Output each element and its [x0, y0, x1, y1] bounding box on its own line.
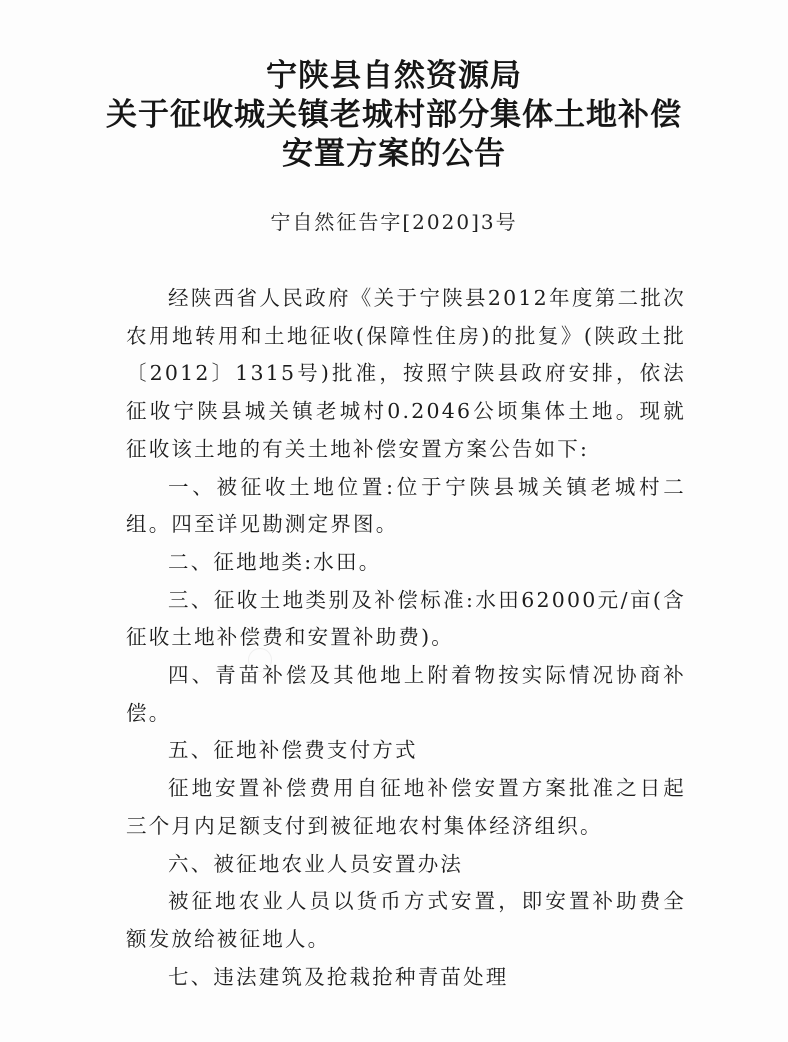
item-3-compensation-standard: 三、征收土地类别及补偿标准:水田62000元/亩(含征收土地补偿费和安置补助费)。: [126, 587, 686, 650]
item-6-text: 被征地农业人员以货币方式安置，即安置补助费全额发放给被征地人。: [126, 889, 686, 951]
item-4-crop-compensation: 四、青苗补偿及其他地上附着物按实际情况协商补偿。: [126, 663, 686, 725]
title-line-3: 安置方案的公告: [282, 136, 506, 172]
item-7-heading: 七、违法建筑及抢栽抢种青苗处理: [168, 964, 509, 989]
item-5-heading: 五、征地补偿费支付方式: [168, 738, 418, 763]
item-1-location: 一、被征收土地位置:位于宁陕县城关镇老城村二组。四至详见勘测定界图。: [126, 474, 686, 537]
item-6-heading: 六、被征地农业人员安置办法: [168, 851, 464, 876]
title-line-1: 宁陕县自然资源局: [266, 58, 522, 94]
intro-paragraph: 经陕西省人民政府《关于宁陕县2012年度第二批次农用地转用和土地征收(保障性住房)的批复》(陕政土批〔2012〕1315号)批准，按照宁陕县政府安排，依法征收宁陕县城关镇老城村0.2046公顷集体土地。现就征收该土地的有关土地补偿安置方案公告如下:: [126, 286, 686, 461]
item-5-text: 征地安置补偿费用自征地补偿安置方案批准之日起三个月内足额支付到被征地农村集体经济组织。: [126, 776, 686, 838]
document-number: 宁自然征告字[2020]3号: [270, 210, 518, 234]
item-2-land-type: 二、征地地类:水田。: [168, 549, 382, 574]
title-line-2: 关于征收城关镇老城村部分集体土地补偿: [106, 97, 682, 133]
scan-artifact: [248, 648, 272, 672]
document-body: [126, 280, 686, 996]
